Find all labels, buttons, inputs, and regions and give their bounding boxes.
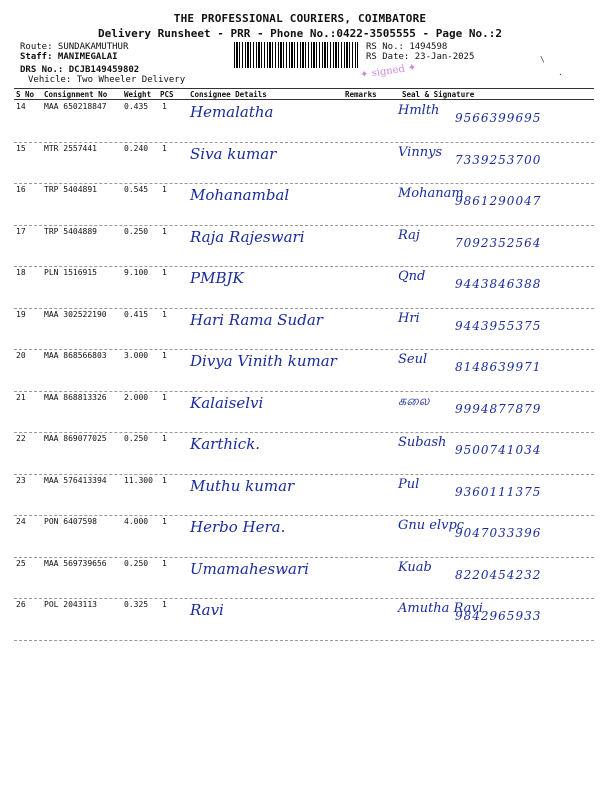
signature: Gnu elvpc [398,518,465,533]
col-consignee: Consignee Details [190,90,267,99]
row-sno: 23 [16,475,26,485]
consignee-handwritten-name: Kalaiselvi [190,393,264,412]
row-weight: 0.435 [124,102,149,111]
row-weight: 0.415 [124,309,149,319]
barcode [234,42,358,68]
handwritten-phone: 9566399695 [455,111,542,125]
row-consignment: MAA 868566803 [44,351,107,360]
signature: கலை [398,393,430,409]
row-divider [14,640,594,641]
row-sno: 26 [16,600,26,609]
page-title: THE PROFESSIONAL COURIERS, COIMBATORE [173,12,427,25]
mark-dot: \ [540,55,545,64]
consignee-handwritten-name: Ravi [190,601,224,619]
row-consignment: MAA 576413394 [44,475,107,485]
signature: Kuab [398,559,432,575]
row-pcs: 1 [162,475,167,485]
vehicle-label: Vehicle: Two Wheeler Delivery [28,75,186,85]
staff-label: Staff: MANIMEGALAI [20,52,118,62]
row-pcs: 1 [162,309,167,319]
signature: Qnd [398,269,426,284]
handwritten-phone: 9443955375 [455,318,542,333]
row-sno: 25 [16,558,26,568]
row-consignment: MAA 302522190 [44,309,107,319]
table-row [0,475,600,516]
row-weight: 4.000 [124,517,149,526]
consignee-handwritten-name: Muthu kumar [190,476,295,495]
row-weight: 11.300 [124,475,153,485]
rs-no-label: RS No.: 1494598 [366,42,448,52]
row-consignment: PON 6407598 [44,517,97,526]
table-row [0,392,600,433]
row-weight: 0.240 [124,143,149,153]
signature: Pul [398,476,420,492]
row-consignment: MTR 2557441 [44,143,97,153]
consignee-handwritten-name: Divya Vinith kumar [190,352,337,370]
row-pcs: 1 [162,226,167,236]
consignee-handwritten-name: Siva kumar [190,144,277,163]
row-pcs: 1 [162,558,167,568]
table-row [0,516,600,557]
handwritten-phone: 7339253700 [455,152,542,167]
consignee-handwritten-name: Herbo Hera. [190,518,286,536]
row-consignment: PLN 1516915 [44,268,97,277]
col-seal: Seal & Signature [402,90,475,99]
col-weight: Weight [124,90,152,99]
handwritten-phone: 8148639971 [455,360,542,374]
row-weight: 3.000 [124,351,149,360]
signature: Subash [398,435,447,450]
handwritten-phone: 9842965933 [455,609,542,623]
row-pcs: 1 [162,102,167,111]
row-consignment: TRP 5404889 [44,226,97,236]
row-consignment: MAA 869077025 [44,434,107,443]
consignee-handwritten-name: PMBJK [190,269,244,287]
col-sno: S No [16,90,35,99]
table-row [0,226,600,267]
stamp-mark: ✦ signed ✦ [359,62,418,81]
signature: Mohanam [398,186,464,201]
row-pcs: 1 [162,143,167,153]
col-consignment: Consignment No [44,90,108,99]
runsheet-subtitle: Delivery Runsheet - PRR - Phone No.:0422-3505555 - Page No.:2 [98,27,502,40]
handwritten-phone: 9500741034 [455,443,542,457]
row-pcs: 1 [162,268,167,277]
table-row [0,599,600,640]
consignee-handwritten-name: Raja Rajeswari [190,227,305,246]
row-pcs: 1 [162,517,167,526]
handwritten-phone: 9861290047 [455,194,542,208]
route-label: Route: SUNDAKAMUTHUR [20,42,129,52]
handwritten-phone: 7092352564 [455,235,542,250]
handwritten-phone: 9047033396 [455,526,542,540]
row-pcs: 1 [162,392,167,402]
table-row [0,309,600,350]
row-sno: 15 [16,143,26,153]
consignee-handwritten-name: Karthick. [190,435,261,453]
row-weight: 9.100 [124,268,149,277]
signature: Amutha Ravi [398,601,483,616]
table-row [0,101,600,142]
handwritten-phone: 9443846388 [455,277,542,291]
row-consignment: MAA 569739656 [44,558,107,568]
row-consignment: POL 2043113 [44,600,97,609]
row-consignment: MAA 868813326 [44,392,107,402]
rs-date-label: RS Date: 23-Jan-2025 [366,52,475,62]
consignee-handwritten-name: Umamaheswari [190,559,309,578]
row-consignment: TRP 5404891 [44,185,97,194]
row-sno: 19 [16,309,26,319]
row-weight: 0.250 [124,434,149,443]
row-consignment: MAA 650218847 [44,102,107,111]
drs-label: DRS No.: DCJB149459802 [20,65,140,75]
row-sno: 17 [16,226,26,236]
signature: Hri [398,310,420,326]
signature: Raj [398,227,420,243]
mark-dot: · [558,70,563,79]
row-sno: 22 [16,434,26,443]
signature: Hmlth [398,103,440,118]
row-sno: 20 [16,351,26,360]
signature: Vinnys [398,144,443,160]
header-rule-bottom [14,99,594,100]
row-pcs: 1 [162,185,167,194]
col-remarks: Remarks [345,90,377,99]
col-pcs: PCS [160,90,174,99]
row-weight: 2.000 [124,392,149,402]
header-rule-top [14,88,594,89]
handwritten-phone: 8220454232 [455,567,542,582]
row-sno: 21 [16,392,26,402]
table-row [0,267,600,308]
signature: Seul [398,352,428,367]
table-row [0,184,600,225]
handwritten-phone: 9994877879 [455,401,542,416]
row-pcs: 1 [162,351,167,360]
row-weight: 0.250 [124,226,149,236]
handwritten-phone: 9360111375 [455,484,542,499]
table-row [0,433,600,474]
row-sno: 14 [16,102,26,111]
row-weight: 0.250 [124,558,149,568]
consignee-handwritten-name: Hemalatha [190,103,274,121]
row-sno: 24 [16,517,26,526]
row-weight: 0.545 [124,185,149,194]
row-pcs: 1 [162,434,167,443]
consignee-handwritten-name: Hari Rama Sudar [190,310,323,329]
row-weight: 0.325 [124,600,149,609]
table-row [0,558,600,599]
table-row [0,143,600,184]
row-pcs: 1 [162,600,167,609]
row-sno: 18 [16,268,26,277]
row-sno: 16 [16,185,26,194]
consignee-handwritten-name: Mohanambal [190,186,290,204]
table-row [0,350,600,391]
